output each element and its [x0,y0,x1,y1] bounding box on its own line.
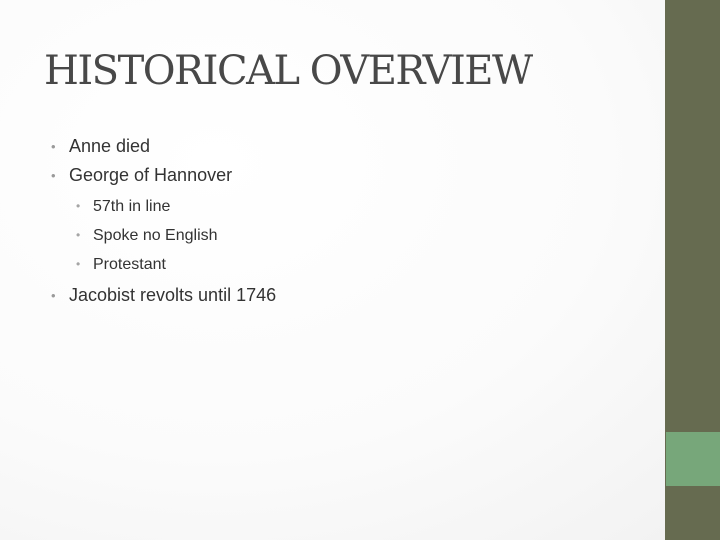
sub-bullet-text: Spoke no English [93,227,218,244]
bullet-text: Jacobist revolts until 1746 [69,285,277,305]
sub-bullet-icon: • [76,199,81,213]
sub-bullet-item [51,221,651,250]
bullet-icon: • [51,288,56,303]
bullet-item [51,132,651,161]
sub-bullet-item [51,192,651,221]
side-accent-block [666,432,720,486]
slide-title: HISTORICAL OVERVIEW [44,48,532,94]
sub-bullet-text: Protestant [93,256,166,273]
sub-bullet-item [51,250,651,279]
sub-bullet-text: 57th in line [93,198,171,215]
bullet-text: George of Hannover [69,165,233,185]
bullet-item [51,281,651,310]
sub-bullet-icon: • [76,228,81,242]
bullet-text: Anne died [69,136,151,156]
bullet-item [51,161,651,190]
bullet-icon: • [51,168,56,183]
sub-bullet-icon: • [76,257,81,271]
bullet-list [51,132,651,310]
bullet-icon: • [51,139,56,154]
